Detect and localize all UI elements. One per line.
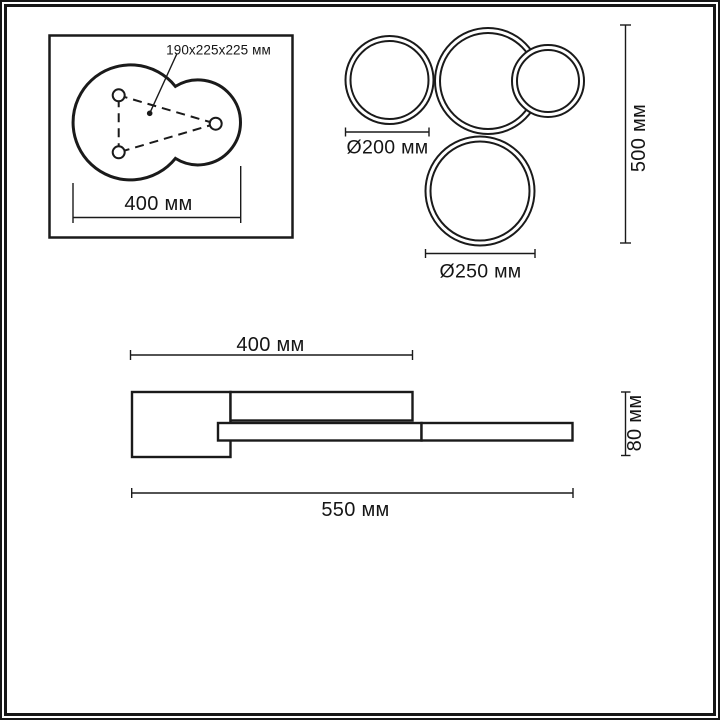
ring-200-dimension	[346, 128, 430, 137]
overall-length-dimension	[132, 488, 573, 498]
overall-length-label: 550 мм	[321, 499, 390, 521]
hole-pattern-label: 190x225x225 мм	[166, 41, 271, 57]
side-view	[132, 392, 573, 457]
side-view-canopy	[132, 392, 231, 457]
screw-hole-right	[210, 118, 222, 130]
ring-200-diameter-label: Ø200 мм	[346, 136, 429, 159]
leader-dot	[147, 111, 153, 117]
side-view-top-bar	[231, 392, 413, 421]
plate-width-label: 400 мм	[124, 193, 193, 215]
ring-right-small	[512, 45, 584, 117]
side-view-arm-right	[422, 423, 573, 441]
ring-250-dimension	[426, 249, 536, 258]
screw-hole-bottom	[113, 146, 125, 158]
side-view-arm-left	[218, 423, 422, 441]
ring-200-left	[346, 36, 434, 124]
profile-height-label: 80 мм	[623, 394, 646, 451]
body-width-label: 400 мм	[236, 333, 305, 356]
screw-hole-top	[113, 89, 125, 101]
ring-250-bottom	[426, 137, 535, 246]
overall-height-label: 500 мм	[628, 103, 650, 173]
ring-250-diameter-label: Ø250 мм	[439, 259, 522, 282]
